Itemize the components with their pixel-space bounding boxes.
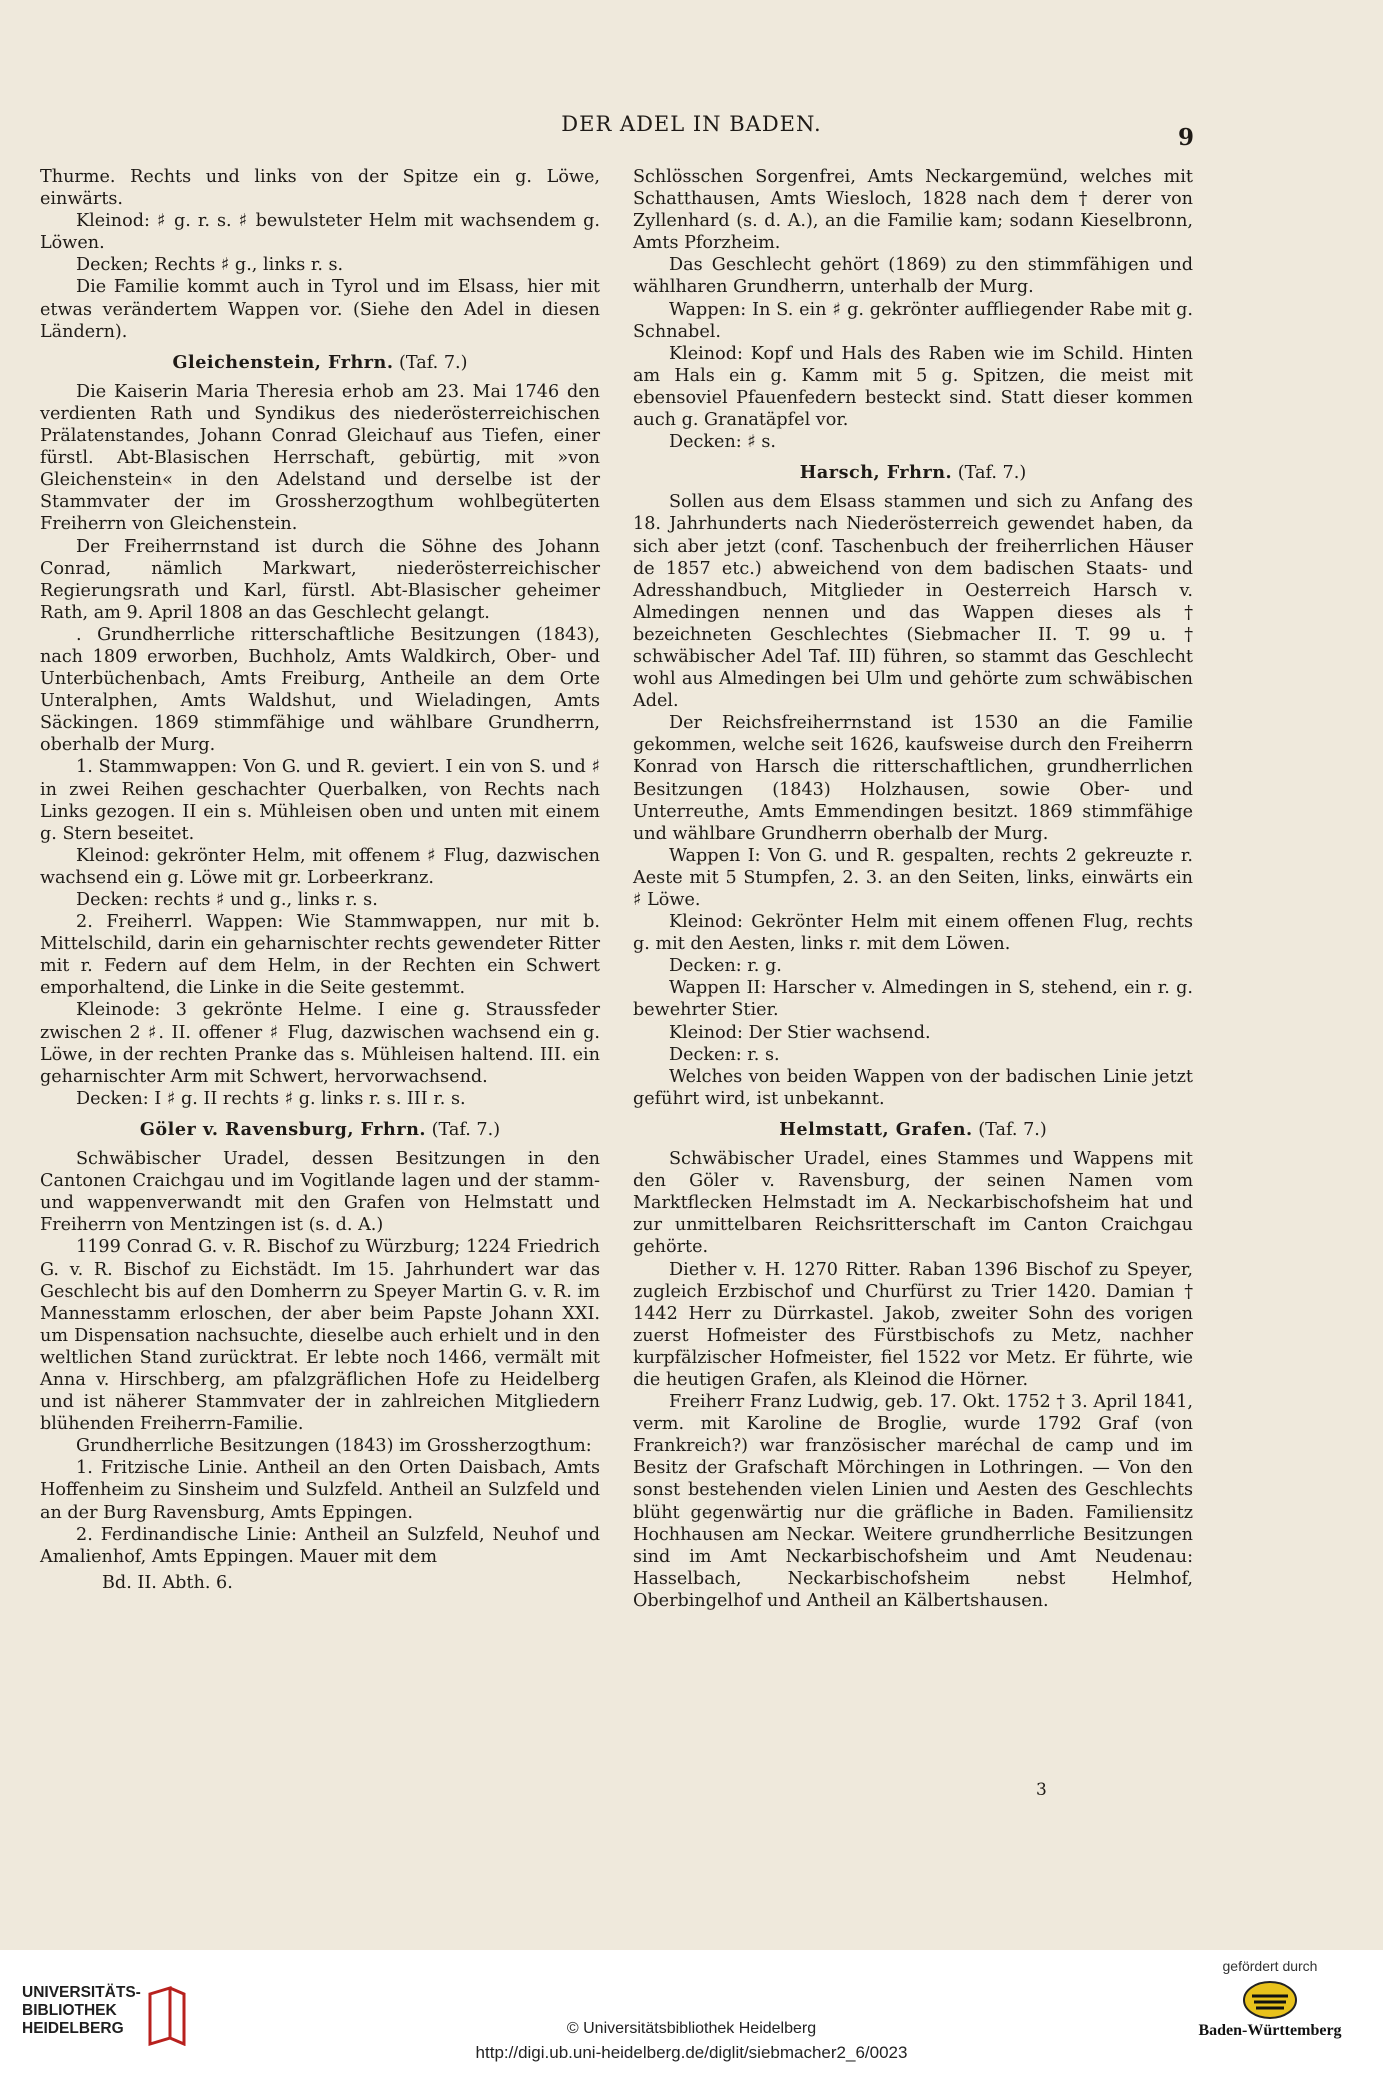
paragraph: 1199 Conrad G. v. R. Bischof zu Würzburg; 1224 Friedrich G. v. R. Bischof zu Eichstädt. Im 15. Jahrhundert war das Geschlecht bis auf den Domherrn zu Speyer Martin G. v. R. im Mannesstamm erloschen, der aber beim Papste Johann XXI. um Dispensation nachsuchte, dieselbe auch erhielt und in den weltlichen Stand zurücktrat. Er lebte noch 1466, vermält mit Anna v. Hirschberg, am pfalzgräflichen Hofe zu Heidelberg und ist näherer Stammvater der in zahlreichen Mitgliedern blühenden Freiherrn-Familie. bbox=[40, 1237, 600, 1435]
section-heading bbox=[40, 352, 600, 374]
paragraph: Sollen aus dem Elsass stammen und sich zu Anfang des 18. Jahrhunderts nach Niederösterreich gewendet haben, da sich aber jetzt (conf. Taschenbuch der freiherrlichen Häuser de 1857 etc.) abweichend von dem badischen Staats- und Adresshandbuch, Mitglieder in Oesterreich Harsch v. Almedingen nennen und das Wappen dieses als † bezeichneten Geschlechtes (Siebmacher II. T. 99 u. † schwäbischer Adel Taf. III) führen, so stammt das Geschlecht wohl aus Almedingen bei Ulm und gehörte zum schwäbischen Adel. bbox=[633, 492, 1193, 712]
funder-block bbox=[1185, 1958, 1355, 2040]
paragraph: Kleinod: Gekrönter Helm mit einem offenen Flug, rechts g. mit den Aesten, links r. mit dem Löwen. bbox=[633, 912, 1193, 955]
paragraph: 1. Fritzische Linie. Antheil an den Orten Daisbach, Amts Hoffenheim zu Sinsheim und Sulzfeld. Antheil an Sulzfeld und an der Burg Ravensburg, Amts Eppingen. bbox=[40, 1458, 600, 1523]
paragraph: Der Freiherrnstand ist durch die Söhne des Johann Conrad, nämlich Markwart, niederösterreichischer Regierungsrath und Karl, fürstl. Abt-Blasischer geheimer Rath, am 9. April 1808 an das Geschlecht gelangt. bbox=[40, 536, 600, 623]
paragraph: Wappen: In S. ein ♯ g. gekrönter auffliegender Rabe mit g. Schnabel. bbox=[633, 299, 1193, 342]
section-heading bbox=[633, 1119, 1193, 1141]
paragraph: Thurme. Rechts und links von der Spitze ein g. Löwe, einwärts. bbox=[40, 167, 600, 210]
funder-name: Baden-Württemberg bbox=[1198, 2022, 1342, 2039]
paragraph: Diether v. H. 1270 Ritter. Raban 1396 Bischof zu Speyer, zugleich Erzbischof und Churfürst zu Trier 1420. Damian † 1442 Herr zu Dürrkastel. Jakob, zweiter Sohn des vorigen zuerst Hofmeister des Fürstbischofs zu Metz, nachher kurpfälzischer Hofmeister, fiel 1522 vor Metz. Er führte, wie die heutigen Grafen, als Kleinod die Hörner. bbox=[633, 1259, 1193, 1390]
funded-by-label: gefördert durch bbox=[1222, 1958, 1318, 1974]
paragraph: Kleinod: Der Stier wachsend. bbox=[669, 1022, 931, 1043]
paragraph: Kleinod: gekrönter Helm, mit offenem ♯ Flug, dazwischen wachsend ein g. Löwe mit gr. Lorbeerkranz. bbox=[40, 845, 600, 888]
section-title: Gleichenstein, Frhrn. bbox=[172, 351, 394, 373]
paragraph: Die Familie kommt auch in Tyrol und im Elsass, hier mit etwas verändertem Wappen vor. (Siehe den Adel in diesen Ländern). bbox=[40, 277, 600, 342]
paragraph: Wappen I: Von G. und R. gespalten, rechts 2 gekreuzte r. Aeste mit 5 Stumpfen, 2. 3. an den Seiten, links, einwärts ein ♯ Löwe. bbox=[633, 845, 1193, 910]
page-number: 9 bbox=[1178, 124, 1195, 151]
copyright-notice: © Universitätsbibliothek Heidelberg bbox=[566, 2020, 817, 2037]
left-column bbox=[40, 166, 600, 1594]
paragraph: Kleinod: ♯ g. r. s. ♯ bewulsteter Helm mit wachsendem g. Löwen. bbox=[40, 211, 600, 254]
section-heading bbox=[633, 462, 1193, 484]
paragraph: Decken: I ♯ g. II rechts ♯ g. links r. s. III r. s. bbox=[76, 1088, 466, 1109]
paragraph: Welches von beiden Wappen von der badischen Linie jetzt geführt wird, ist unbekannt. bbox=[633, 1066, 1193, 1109]
paragraph: Grundherrliche Besitzungen (1843) im Grossherzogthum: bbox=[76, 1436, 592, 1457]
paragraph: Decken: r. g. bbox=[669, 956, 782, 977]
plate-reference: (Taf. 7.) bbox=[978, 1119, 1047, 1140]
paragraph: Decken: rechts ♯ und g., links r. s. bbox=[76, 890, 378, 910]
logo-line: UNIVERSITÄTS- bbox=[22, 1984, 141, 2001]
paragraph: Wappen II: Harscher v. Almedingen in S, stehend, ein r. g. bewehrter Stier. bbox=[633, 978, 1193, 1021]
paragraph: Schlösschen Sorgenfrei, Amts Neckargemünd, welches mit Schatthausen, Amts Wiesloch, 1828 nach dem † derer von Zyllenhard (s. d. A.), an die Familie kam; sodann Kieselbronn, Amts Pforzheim. bbox=[633, 167, 1193, 254]
paragraph: . Grundherrliche ritterschaftliche Besitzungen (1843), nach 1809 erworben, Buchholz, Amts Waldkirch, Ober- und Unterbüchenbach, Amts Freiburg, Antheile an dem Orte Unteralphen, Amts Waldshut, und Wieladingen, Amts Säckingen. 1869 stimmfähige und wählbare Grundherrn, oberhalb der Murg. bbox=[40, 624, 600, 756]
plate-reference: (Taf. 7.) bbox=[431, 1119, 501, 1140]
state-coat-of-arms-icon bbox=[1242, 1980, 1298, 2020]
logo-line: HEIDELBERG bbox=[22, 2020, 124, 2037]
paragraph: Kleinod: Kopf und Hals des Raben wie im Schild. Hinten am Hals ein g. Kamm mit 5 g. Spitzen, die meist mit ebensoviel Pfauenfedern besteckt sind. Statt dieser kommen auch g. Granatäpfel vor. bbox=[633, 343, 1193, 431]
paragraph: Freiherr Franz Ludwig, geb. 17. Okt. 1752 † 3. April 1841, verm. mit Karoline de Broglie, wurde 1792 Graf (von Frankreich?) war französischer maréchal de camp und im Besitz der Grafschaft Mörchingen in Lothringen. — Von den sonst bestehenden vielen Linien und Aesten des Geschlechts blüht gegenwärtig nur die gräfliche in Baden. Familiensitz Hochhausen am Neckar. Weitere grundherrliche Besitzungen sind im Amt Neckarbischofsheim und Amt Neudenau: Hasselbach, Neckarbischofsheim nebst Helmhof, Oberbingelhof und Antheil an Kälbertshausen. bbox=[633, 1392, 1193, 1611]
sheet-number: 3 bbox=[1036, 1780, 1047, 1800]
paragraph: 2. Ferdinandische Linie: Antheil an Sulzfeld, Neuhof und Amalienhof, Amts Eppingen. Mauer mit dem bbox=[40, 1524, 600, 1567]
paragraph: Die Kaiserin Maria Theresia erhob am 23. Mai 1746 den verdienten Rath und Syndikus des niederösterreichischen Prälatenstandes, Johann Conrad Gleichauf aus Tiefen, einer fürstl. Abt-Blasischen Herrschaft, gebürtig, mit »von Gleichenstein« in den Adelstand und derselbe ist der Stammvater der im Grossherzogthum wohlbegüterten Freiherrn von Gleichenstein. bbox=[40, 381, 600, 535]
footer-bar bbox=[0, 1950, 1383, 2073]
plate-reference: (Taf. 7.) bbox=[957, 463, 1027, 484]
paragraph: Kleinode: 3 gekrönte Helme. I eine g. Straussfeder zwischen 2 ♯. II. offener ♯ Flug, dazwischen wachsend ein g. Löwe, in der rechten Pranke das s. Mühleisen haltend. III. ein geharnischter Arm mit Schwert, hervorwachsend. bbox=[40, 1000, 600, 1087]
section-title: Helmstatt, Grafen. bbox=[779, 1118, 973, 1140]
logo-line: BIBLIOTHEK bbox=[22, 2002, 117, 2019]
paragraph: 2. Freiherrl. Wappen: Wie Stammwappen, nur mit b. Mittelschild, darin ein geharnischter rechts gewendeter Ritter mit r. Federn auf dem Helm, in der Rechten ein Schwert emporhaltend, die Linke in die Seite gestemmt. bbox=[40, 912, 600, 999]
paragraph: Decken; Rechts ♯ g., links r. s. bbox=[76, 255, 344, 276]
section-heading bbox=[40, 1119, 600, 1141]
right-column bbox=[633, 166, 1193, 1612]
paragraph: Das Geschlecht gehört (1869) zu den stimmfähigen und wählharen Grundherrn, unterhalb der Murg. bbox=[633, 255, 1193, 298]
paragraph: 1. Stammwappen: Von G. und R. geviert. I ein von S. und ♯ in zwei Reihen geschachter Querbalken, von Rechts nach Links gezogen. II ein s. Mühleisen oben und unten mit einem g. Stern beseitet. bbox=[40, 757, 600, 844]
paragraph: Decken: ♯ s. bbox=[669, 432, 777, 453]
signature-mark: Bd. II. Abth. 6. bbox=[102, 1572, 233, 1593]
paragraph: Schwäbischer Uradel, eines Stammes und Wappens mit den Göler v. Ravensburg, der seinen Namen vom Marktflecken Helmstadt im A. Neckarbischofsheim hat und zur unmittelbaren Reichsritterschaft im Canton Craichgau gehörte. bbox=[633, 1149, 1193, 1258]
section-title: Harsch, Frhrn. bbox=[799, 462, 953, 484]
paragraph: Decken: r. s. bbox=[669, 1044, 780, 1065]
plate-reference: (Taf. 7.) bbox=[399, 352, 468, 373]
paragraph: Schwäbischer Uradel, dessen Besitzungen in den Cantonen Craichgau und im Vogitlande lagen und der stamm- und wappenverwandt mit den Grafen von Helmstatt und Freiherrn von Mentzingen ist (s. d. A.) bbox=[40, 1149, 600, 1236]
running-title: DER ADEL IN BADEN. bbox=[561, 112, 822, 136]
paragraph: Der Reichsfreiherrnstand ist 1530 an die Familie gekommen, welche seit 1626, kaufsweise durch den Freiherrn Konrad von Harsch die ritterschaftlichen, grundherrlichen Besitzungen (1843) Holzhausen, sowie Ober- und Unterreuthe, Amts Emmendingen besitzt. 1869 stimmfähige und wählbare Grundherrn oberhalb der Murg. bbox=[633, 713, 1193, 844]
section-title: Göler v. Ravensburg, Frhrn. bbox=[139, 1118, 427, 1140]
source-url[interactable]: http://digi.ub.uni-heidelberg.de/diglit/siebmacher2_6/0023 bbox=[475, 2043, 908, 2062]
